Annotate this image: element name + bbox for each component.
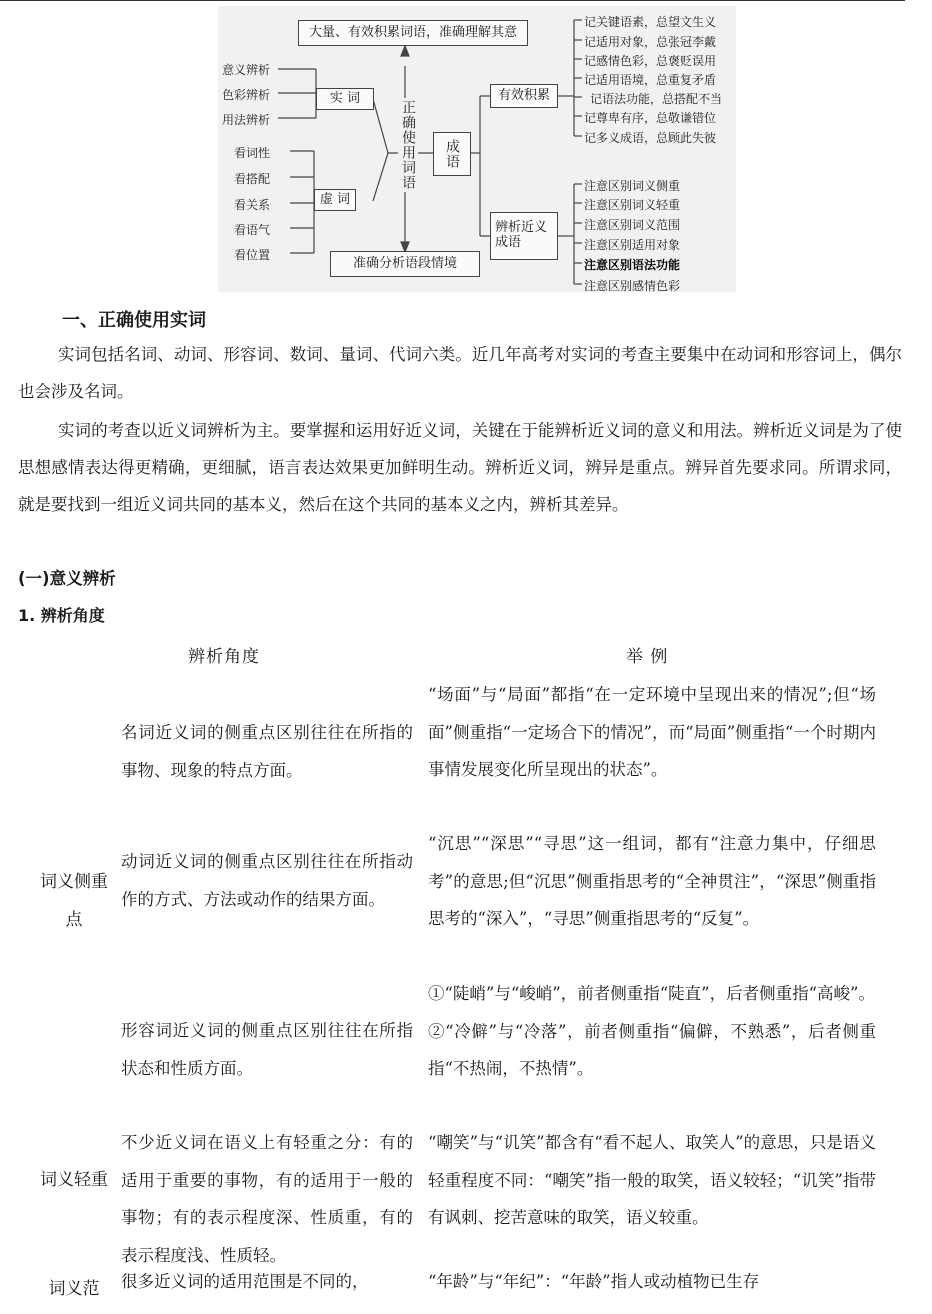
shici-item: 色彩辨析: [222, 88, 271, 102]
mind-map-bottom-box: 准确分析语段情境: [330, 251, 480, 277]
youxiao-item: 记感情色彩，总褒贬误用: [584, 54, 717, 68]
bianxi-item-highlighted: 注意区别语法功能: [584, 258, 681, 272]
table-header-angle: 辨析角度: [188, 647, 260, 667]
xuci-item: 看搭配: [234, 172, 271, 186]
category-weight: 词义轻重: [40, 1170, 108, 1190]
chengyu-box: 成语: [433, 132, 471, 176]
subheading-meaning: (一)意义辨析: [18, 569, 116, 588]
example-item: ②“冷僻”与“冷落”，前者侧重指“偏僻，不熟悉”，后者侧重指“不热闹，不热情”。: [428, 1021, 876, 1078]
mind-map-center-label: 正确使用词语: [400, 100, 416, 190]
top-rule: [0, 0, 905, 1]
bianxi-item: 注意区别词义轻重: [584, 198, 681, 212]
table-row-example: “嘲笑”与“讥笑”都含有“看不起人、取笑人”的意思，只是语义轻重程度不同：“嘲笑”指一般的取笑，语义较轻；“讥笑”指带有讽刺、挖苦意味的取笑，语义较重。: [428, 1133, 876, 1227]
table-row-desc: 不少近义词在语义上有轻重之分：有的适用于重要的事物，有的适用于一般的事物；有的表示程度深、性质重，有的表示程度浅、性质轻。: [121, 1133, 413, 1265]
youxiao-item: 记关键语素，总望文生义: [584, 15, 717, 29]
table-row-example: “场面”与“局面”都指“在一定环境中呈现出来的情况”;但“场面”侧重指“一定场合下的情况”，而“局面”侧重指“一个时期内事情发展变化所呈现出的状态”。: [428, 685, 876, 779]
shici-item: 用法辨析: [222, 113, 271, 127]
youxiao-item: 记适用语境，总重复矛盾: [584, 73, 717, 87]
category-emphasis: 词义侧重点: [40, 872, 108, 930]
bianxi-box: 辨析近义成语: [490, 212, 558, 260]
youxiao-item: 记尊卑有序，总敬谦错位: [584, 111, 717, 125]
subheading-angle: 1. 辨析角度: [18, 606, 105, 625]
example-item: ①“陡峭”与“峻峭”，前者侧重指“陡直”，后者侧重指“高峻”。: [428, 984, 875, 1003]
category-scope: 词义范: [48, 1279, 100, 1299]
bianxi-item: 注意区别适用对象: [584, 238, 681, 252]
bianxi-item: 注意区别词义侧重: [584, 179, 681, 193]
table-row-example: “沉思”“深思”“寻思”这一组词，都有“注意力集中，仔细思考”的意思;但“沉思”侧重指思考的“全神贯注”，“深思”侧重指思考的“深入”，“寻思”侧重指思考的“反复”。: [428, 834, 876, 928]
mind-map: [218, 6, 736, 292]
xuci-box: 虚 词: [314, 189, 356, 211]
paragraph-1: 实词包括名词、动词、形容词、数词、量词、代词六类。近几年高考对实词的考查主要集中在动词和形容词上，偶尔也会涉及名词。: [18, 345, 902, 401]
paragraph-2: 实词的考查以近义词辨析为主。要掌握和运用好近义词，关键在于能辨析近义词的意义和用法。辨析近义词是为了使思想感情表达得更精确，更细腻，语言表达效果更加鲜明生动。辨析近义词，辨异是重点。辨异首先要求同。所谓求同，就是要找到一组近义词共同的基本义，然后在这个共同的基本义之内，辨析其差异。: [18, 421, 902, 514]
youxiao-box: 有效积累: [490, 84, 558, 108]
table-row-desc: 名词近义词的侧重点区别往往在所指的事物、现象的特点方面。: [121, 723, 413, 780]
section-title: 一、正确使用实词: [62, 310, 206, 331]
table-row-desc: 很多近义词的适用范围是不同的，: [121, 1272, 369, 1291]
table-row-desc: 形容词近义词的侧重点区别往往在所指状态和性质方面。: [121, 1021, 413, 1078]
table-header-example: 举 例: [626, 647, 669, 667]
xuci-item: 看词性: [234, 146, 271, 160]
mind-map-top-box: 大量、有效积累词语，准确理解其意: [298, 20, 528, 46]
shici-item: 意义辨析: [222, 63, 271, 77]
youxiao-item: 记多义成语，总顾此失彼: [584, 131, 717, 145]
table-row-example: “年龄”与“年纪”：“年龄”指人或动植物已生存: [428, 1272, 760, 1291]
table-row-desc: 动词近义词的侧重点区别往往在所指动作的方式、方法或动作的结果方面。: [121, 852, 413, 909]
table-row-example: [428, 975, 876, 1088]
shici-box: 实 词: [316, 88, 374, 110]
xuci-item: 看关系: [234, 198, 271, 212]
bianxi-item: 注意区别感情色彩: [584, 279, 681, 293]
xuci-item: 看位置: [234, 248, 271, 262]
youxiao-item: 记语法功能，总搭配不当: [590, 92, 723, 106]
xuci-item: 看语气: [234, 223, 271, 237]
bianxi-item: 注意区别词义范围: [584, 218, 681, 232]
youxiao-item: 记适用对象，总张冠李戴: [584, 35, 717, 49]
